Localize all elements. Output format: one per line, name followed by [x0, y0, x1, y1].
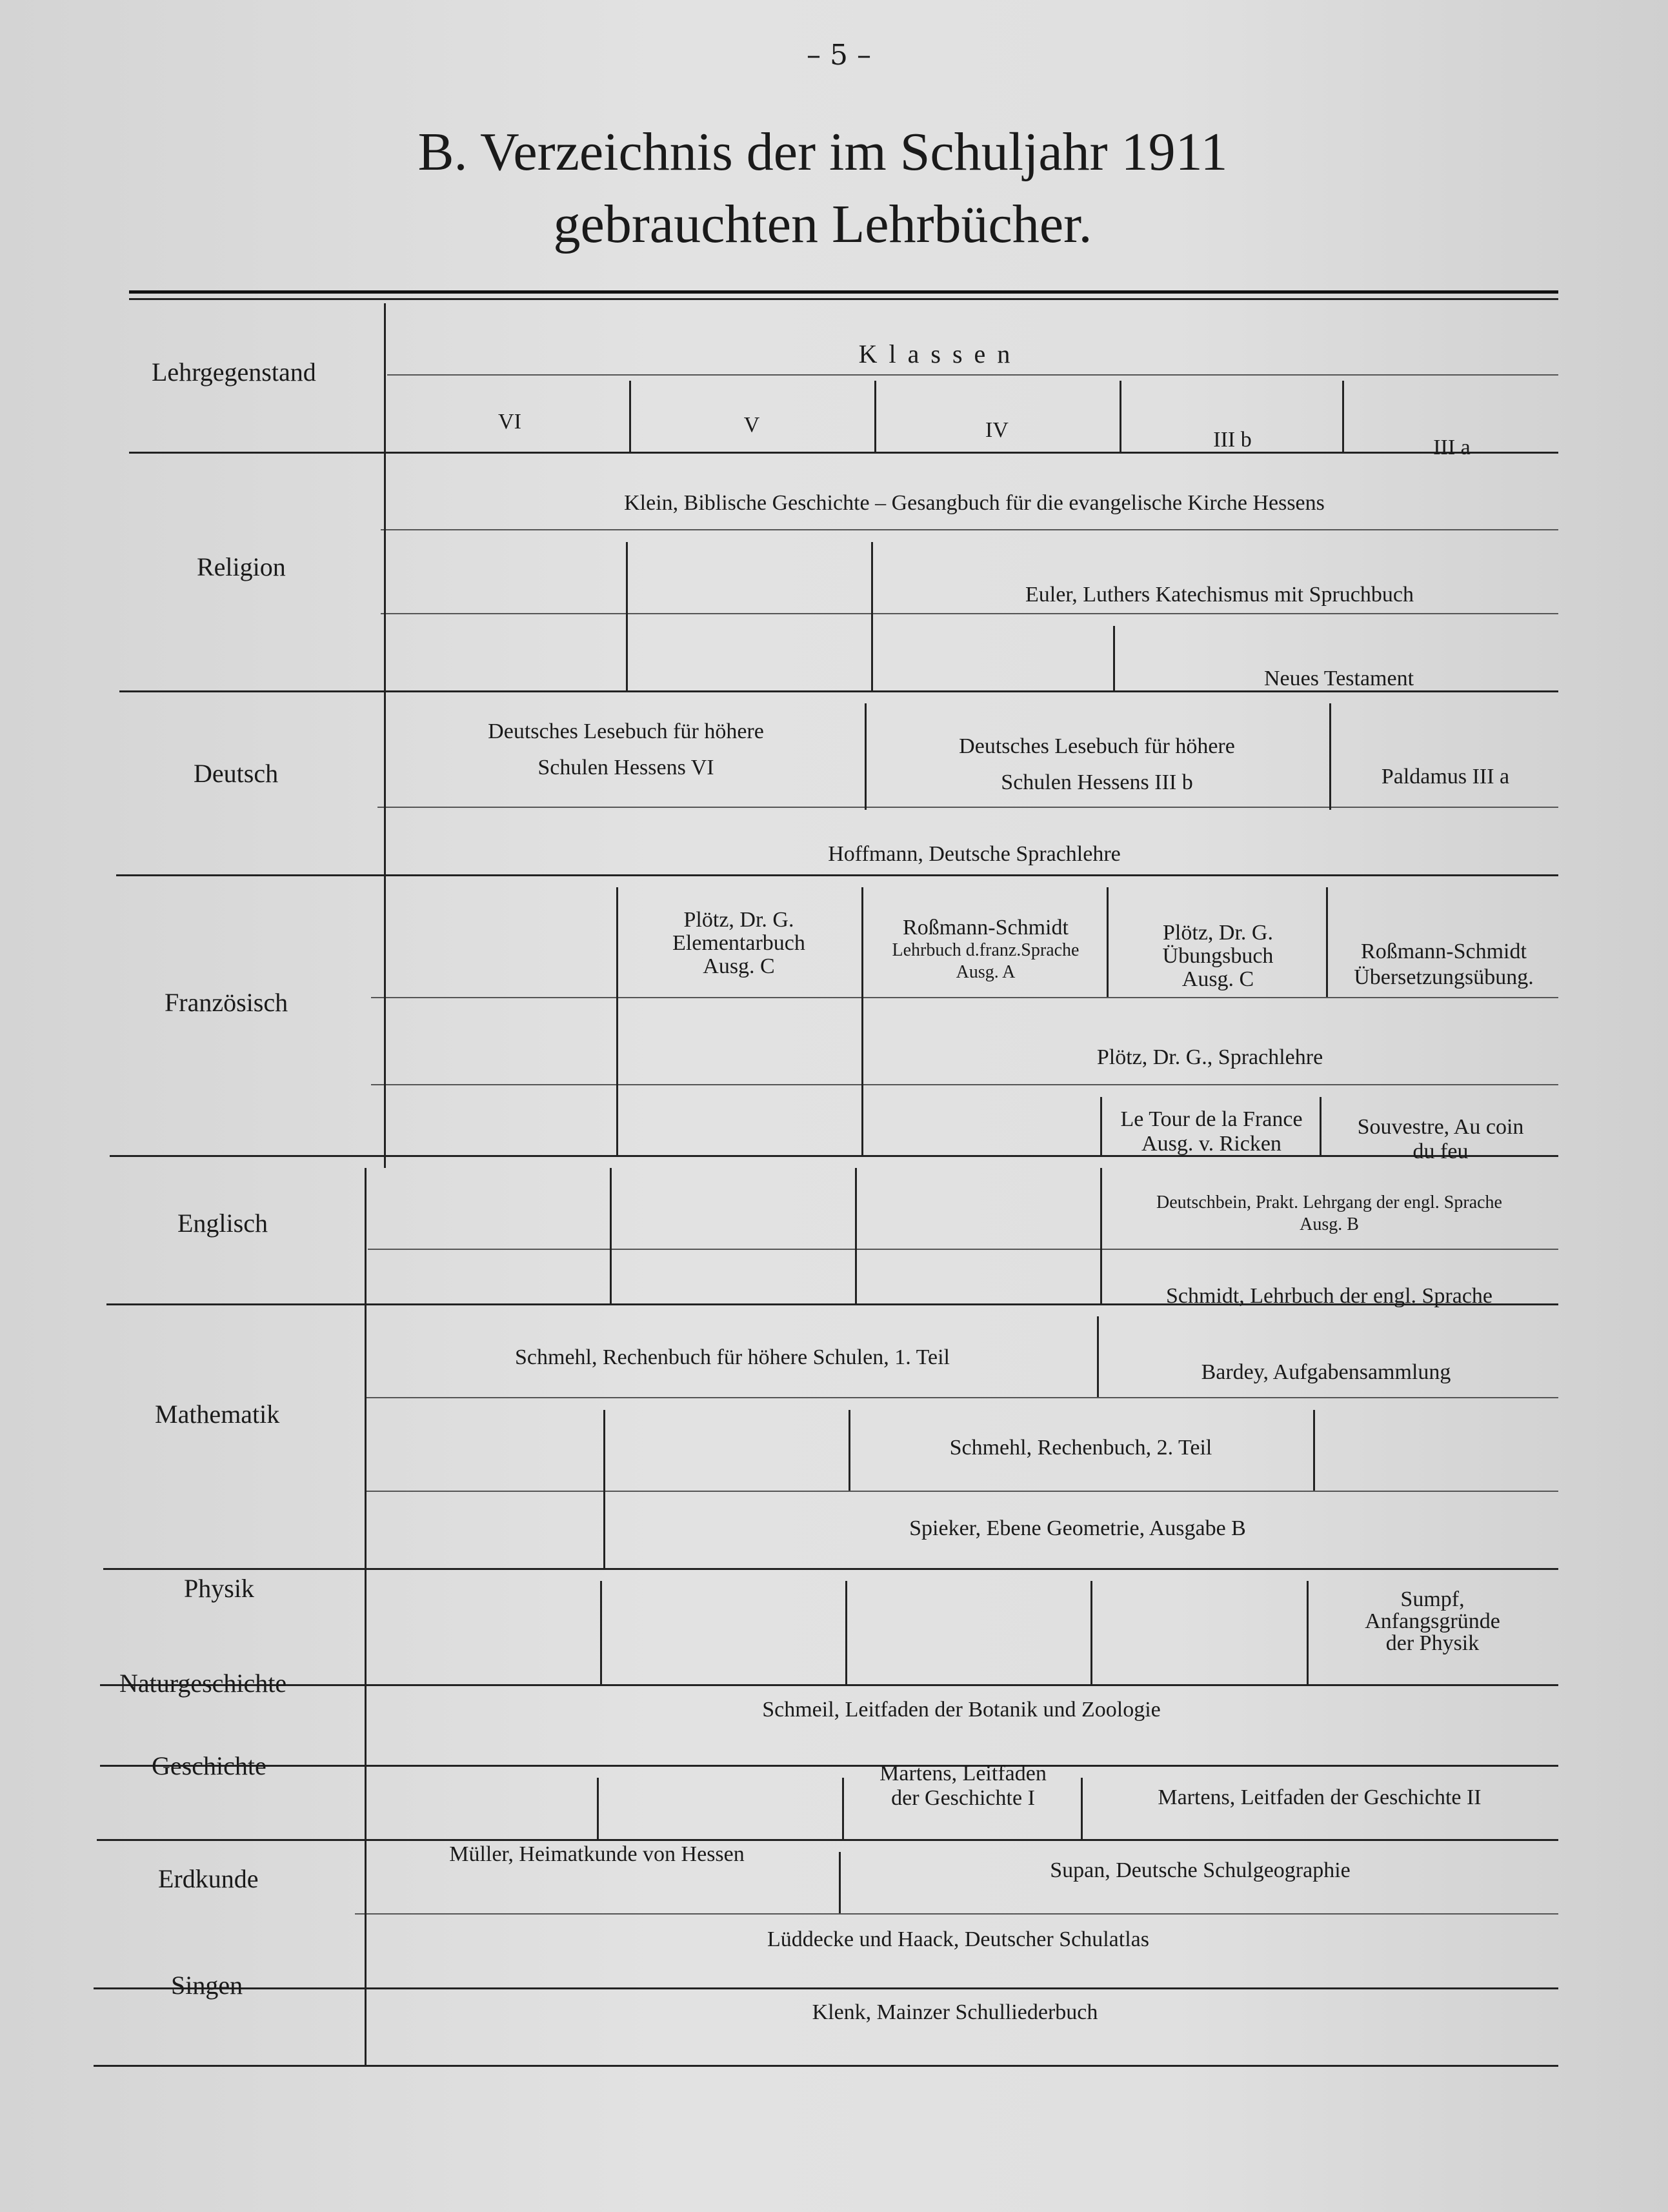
book-erdkunde-lueddecke: Lüddecke und Haack, Deutscher Schulatlas: [767, 1927, 1149, 1951]
table-bottom-rule: [94, 2065, 1558, 2067]
rule: [377, 807, 1558, 808]
book-line: Le Tour de la France: [1120, 1107, 1303, 1131]
book-line: Übersetzungsübung.: [1354, 965, 1534, 989]
book-deutsch-1a: Deutsches Lesebuch für höhere: [488, 719, 764, 743]
book-franz-letour: [1107, 1107, 1316, 1156]
rule: [365, 1397, 1558, 1398]
book-erdkunde-supan: Supan, Deutsche Schulgeographie: [1050, 1858, 1351, 1882]
class-divider: [1100, 1097, 1102, 1155]
book-math-schmehl-2: Schmehl, Rechenbuch, 2. Teil: [949, 1436, 1212, 1460]
book-line: Ausg. v. Ricken: [1141, 1132, 1281, 1156]
book-line: Martens, Leitfaden: [879, 1762, 1047, 1785]
book-physik-sumpf: [1313, 1589, 1552, 1654]
rule: [371, 1084, 1558, 1085]
book-religion-3: Neues Testament: [1263, 667, 1414, 690]
book-franz-ploetz-uebung: [1116, 921, 1320, 991]
header-bottom-rule: [129, 452, 1558, 454]
book-line: Elementarbuch: [672, 931, 805, 955]
book-line: der Geschichte I: [891, 1786, 1035, 1810]
class-divider: [1097, 1316, 1099, 1397]
class-divider: [861, 887, 863, 1155]
class-divider: [616, 887, 618, 1155]
title-line-2: gebrauchten Lehrbücher.: [553, 194, 1092, 254]
class-divider: [1313, 1410, 1315, 1491]
subject-geschichte: Geschichte: [152, 1751, 266, 1780]
book-franz-ploetz-elem: [629, 909, 849, 978]
book-line: Übungsbuch: [1162, 944, 1274, 968]
book-line: Anfangsgründe: [1365, 1609, 1500, 1633]
class-divider: [842, 1778, 844, 1839]
subject-mathematik: Mathematik: [155, 1400, 280, 1429]
class-divider: [855, 1168, 857, 1303]
row-rule-mathematik: [103, 1568, 1558, 1570]
book-religion-2: Euler, Luthers Katechismus mit Spruchbuch: [1025, 583, 1414, 607]
subject-religion: Religion: [197, 552, 286, 581]
book-line: Ausg. C: [1181, 967, 1254, 991]
book-line: Ausg. C: [703, 954, 775, 978]
book-line: der Physik: [1385, 1631, 1480, 1655]
rule: [368, 1249, 1558, 1250]
book-erdkunde-mueller: Müller, Heimatkunde von Hessen: [449, 1842, 745, 1866]
class-divider: [874, 381, 876, 452]
book-math-spieker: Spieker, Ebene Geometrie, Ausgabe B: [909, 1516, 1246, 1540]
class-divider: [603, 1410, 605, 1568]
class-iv: IV: [985, 418, 1009, 442]
page-title: [194, 116, 1452, 261]
class-divider: [849, 1410, 850, 1491]
table-top-rule-2: [129, 298, 1558, 300]
book-line: Lehrbuch d.franz.Sprache: [892, 940, 1080, 960]
book-deutsch-2a: Deutsches Lesebuch für höhere: [959, 734, 1235, 758]
book-line: Deutschbein, Prakt. Lehrgang der engl. Sprache: [1156, 1192, 1502, 1212]
table-top-rule: [129, 290, 1558, 294]
book-line: Roßmann-Schmidt: [903, 916, 1069, 940]
book-geschichte-martens-2: Martens, Leitfaden der Geschichte II: [1158, 1785, 1482, 1809]
book-line: du feu: [1412, 1140, 1469, 1163]
book-englisch-schmidt: Schmidt, Lehrbuch der engl. Sprache: [1165, 1284, 1493, 1308]
book-franz-souvestre: [1326, 1115, 1555, 1164]
class-divider: [600, 1581, 602, 1684]
book-singen-klenk: Klenk, Mainzer Schulliederbuch: [812, 2000, 1098, 2024]
page-number: – 5 –: [807, 39, 871, 72]
rule: [381, 529, 1558, 530]
class-divider: [871, 542, 873, 690]
title-line-1: B. Verzeichnis der im Schuljahr 1911: [417, 122, 1228, 182]
book-franz-rossmann: [871, 916, 1100, 983]
book-deutsch-1b: Schulen Hessens VI: [538, 756, 714, 779]
rule: [371, 997, 1558, 998]
header-subject: Lehrgegenstand: [152, 357, 316, 387]
class-divider: [1081, 1778, 1083, 1839]
class-divider: [1329, 703, 1331, 810]
book-religion-1: Klein, Biblische Geschichte – Gesangbuch für die evangelische Kirche Hessens: [624, 491, 1325, 515]
book-math-schmehl-1: Schmehl, Rechenbuch für höhere Schulen, 1. Teil: [515, 1345, 950, 1369]
book-math-bardey: Bardey, Aufgabensammlung: [1201, 1360, 1451, 1384]
subject-divider: [384, 303, 386, 1168]
class-divider: [1113, 626, 1115, 690]
book-line: Ausg. B: [1300, 1214, 1359, 1234]
book-deutsch-2b: Schulen Hessens III b: [1001, 770, 1193, 794]
class-divider: [1320, 1097, 1321, 1155]
book-line: Roßmann-Schmidt: [1361, 940, 1527, 963]
class-v: V: [743, 413, 760, 437]
class-vi: VI: [498, 410, 521, 434]
class-divider: [1090, 1581, 1092, 1684]
subject-naturgeschichte: Naturgeschichte: [119, 1669, 287, 1698]
subject-physik: Physik: [184, 1574, 254, 1603]
book-franz-sprachlehre: Plötz, Dr. G., Sprachlehre: [1096, 1045, 1323, 1069]
class-divider: [1120, 381, 1121, 452]
row-rule-deutsch: [116, 874, 1558, 876]
subject-franzoesisch: Französisch: [165, 988, 288, 1017]
rule: [381, 613, 1558, 614]
book-deutsch-3: Paldamus III a: [1381, 765, 1510, 789]
book-line: Plötz, Dr. G.: [1163, 921, 1273, 945]
class-divider: [626, 542, 628, 690]
klassen-rule: [387, 374, 1558, 376]
book-line: Souvestre, Au coin: [1357, 1115, 1524, 1139]
class-divider: [610, 1168, 612, 1303]
class-divider: [1307, 1581, 1309, 1684]
subject-deutsch: Deutsch: [194, 759, 279, 788]
class-divider: [1342, 381, 1344, 452]
header-klassen: K l a s s e n: [858, 339, 1013, 368]
book-line: Plötz, Dr. G.: [683, 908, 794, 932]
book-line: Sumpf,: [1400, 1587, 1465, 1611]
book-englisch-deutschbein: [1107, 1192, 1552, 1236]
rule: [365, 1491, 1558, 1492]
class-divider: [1100, 1168, 1102, 1303]
class-divider: [865, 703, 867, 810]
class-divider: [1326, 887, 1328, 997]
class-divider: [629, 381, 631, 452]
subject-englisch: Englisch: [177, 1209, 268, 1238]
subject-erdkunde: Erdkunde: [158, 1864, 259, 1893]
rule: [355, 1913, 1558, 1915]
book-geschichte-martens-1: [849, 1762, 1078, 1811]
class-divider: [845, 1581, 847, 1684]
class-divider: [1107, 887, 1109, 997]
book-line: Ausg. A: [956, 962, 1016, 982]
book-franz-rossmann-uebers: [1332, 939, 1555, 990]
class-iiib: III b: [1213, 428, 1252, 452]
class-divider: [597, 1778, 599, 1839]
book-deutsch-4: Hoffmann, Deutsche Sprachlehre: [828, 842, 1121, 866]
class-divider: [839, 1852, 841, 1913]
book-naturgeschichte-schmeil: Schmeil, Leitfaden der Botanik und Zoologie: [762, 1698, 1161, 1722]
class-iiia: III a: [1433, 436, 1471, 459]
subject-singen: Singen: [171, 1971, 243, 2000]
